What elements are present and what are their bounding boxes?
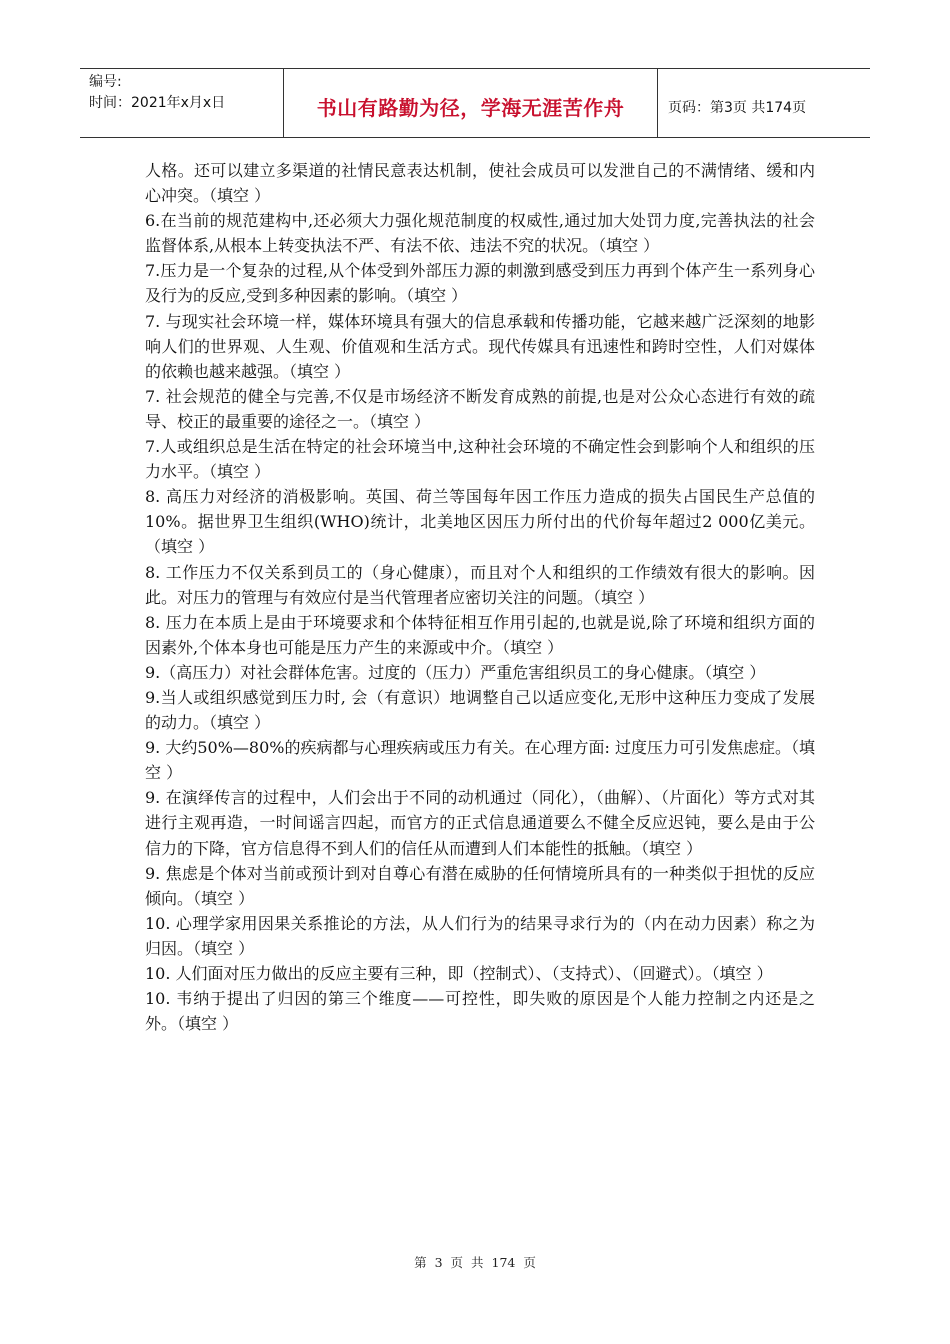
- paragraph: 10. 人们面对压力做出的反应主要有三种，即（控制式）、（支持式）、（回避式）。（填空 ）: [145, 964, 773, 983]
- page-info: 页码：第3页 共174页: [668, 100, 807, 116]
- paragraph: 9. 在演绎传言的过程中，人们会出于不同的动机通过（同化），（曲解）、（片面化）等方式对其进行主观再造，一时间谣言四起，而官方的正式信息通道要么不健全反应迟钝，要么是由于公信力的下降，官方信息得不到人们的信任从而遭到人们本能性的抵触。（填空 ）: [145, 788, 815, 858]
- paragraph: 10. 心理学家用因果关系推论的方法，从人们行为的结果寻求行为的（内在动力因素）称之为归因。（填空 ）: [145, 913, 815, 958]
- paragraph: 7. 社会规范的健全与完善,不仅是市场经济不断发育成熟的前提,也是对公众心态进行有效的疏导、校正的最重要的途径之一。（填空 ）: [145, 386, 815, 431]
- paragraph: 8. 压力在本质上是由于环境要求和个体特征相互作用引起的,也就是说,除了环境和组织方面的因素外,个体本身也可能是压力产生的来源或中介。（填空 ）: [145, 612, 815, 657]
- header-right-cell: [658, 69, 870, 137]
- paragraph: 9. 大约50%—80%的疾病都与心理疾病或压力有关。在心理方面: 过度压力可引发焦虑症。（填空 ）: [145, 738, 815, 783]
- footer-page-number: 第 3 页 共 174 页: [414, 1255, 536, 1270]
- paragraph: 9.（高压力）对社会群体危害。过度的（压力）严重危害组织员工的身心健康。（填空 ）: [145, 662, 766, 682]
- paragraph: 人格。还可以建立多渠道的社情民意表达机制，使社会成员可以发泄自己的不满情绪、缓和内心冲突。（填空 ）: [145, 161, 815, 206]
- paragraph: 7. 与现实社会环境一样，媒体环境具有强大的信息承载和传播功能，它越来越广泛深刻的地影响人们的世界观、人生观、价值观和生活方式。现代传媒具有迅速性和跨时空性，人们对媒体的依赖也越来越强。（填空 ）: [145, 311, 815, 381]
- paragraph: 6.在当前的规范建构中,还必须大力强化规范制度的权威性,通过加大处罚力度,完善执法的社会监督体系,从根本上转变执法不严、有法不依、违法不究的状况。（填空 ）: [145, 211, 815, 256]
- header-middle-cell: [284, 69, 658, 137]
- header-left-cell: [80, 69, 284, 137]
- paragraph: 8. 高压力对经济的消极影响。英国、荷兰等国每年因工作压力造成的损失占国民生产总值的10%。据世界卫生组织(WHO)统计，北美地区因压力所付出的代价每年超过2 000亿美元。（填空 ）: [145, 487, 815, 557]
- paragraph: 7.压力是一个复杂的过程,从个体受到外部压力源的刺激到感受到压力再到个体产生一系列身心及行为的反应,受到多种因素的影响。（填空 ）: [145, 261, 815, 306]
- paragraph: 9. 焦虑是个体对当前或预计到对自尊心有潜在威胁的任何情境所具有的一种类似于担忧的反应倾向。（填空 ）: [145, 863, 815, 908]
- paragraph: 7.人或组织总是生活在特定的社会环境当中,这种社会环境的不确定性会到影响个人和组织的压力水平。（填空 ）: [145, 437, 815, 482]
- header-table: [80, 68, 870, 138]
- document-body: [145, 158, 815, 1036]
- paragraph: 8. 工作压力不仅关系到员工的（身心健康），而且对个人和组织的工作绩效有很大的影响。因此。对压力的管理与有效应付是当代管理者应密切关注的问题。（填空 ）: [145, 562, 815, 607]
- motto-text: 书山有路勤为径，学海无涯苦作舟: [316, 95, 625, 120]
- time-label: 时间：2021年x月x日: [89, 95, 226, 111]
- paragraph: 9.当人或组织感觉到压力时, 会（有意识）地调整自己以适应变化,无形中这种压力变成了发展的动力。（填空 ）: [145, 687, 815, 733]
- paragraph: 10. 韦纳于提出了归因的第三个维度——可控性，即失败的原因是个人能力控制之内还是之外。（填空 ）: [145, 989, 815, 1034]
- code-label: 编号:: [89, 74, 122, 90]
- page-footer: [0, 1253, 950, 1271]
